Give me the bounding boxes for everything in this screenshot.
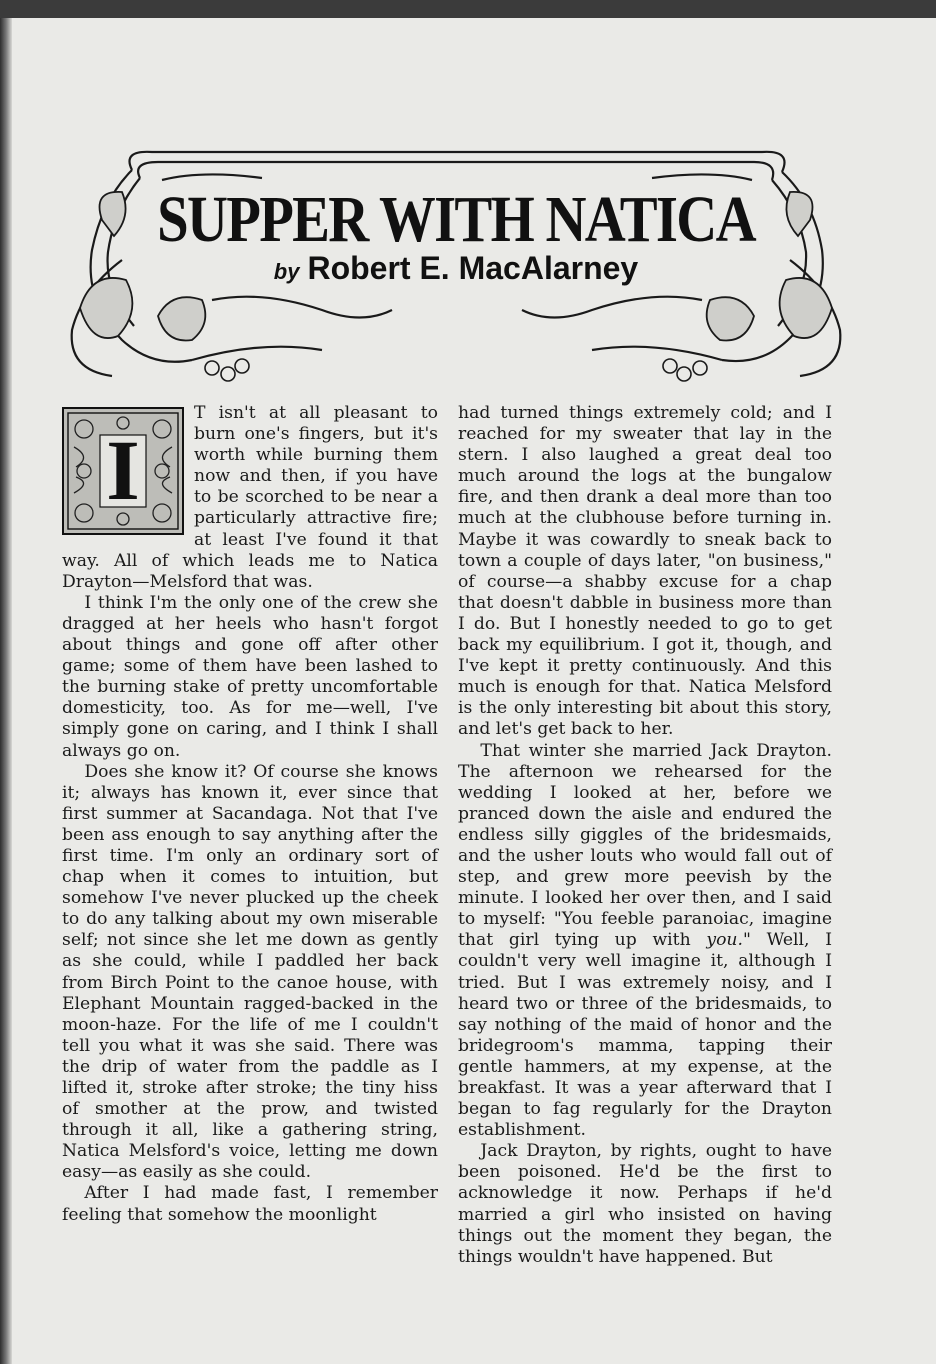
- byline: [62, 250, 850, 287]
- column-left: [62, 403, 438, 1226]
- emphasis-text: you.: [706, 930, 743, 951]
- author-name: Robert E. MacAlarney: [307, 250, 639, 286]
- paragraph-text: That winter she married Jack Drayton. The afternoon we rehearsed for the wedding I looked at her, before we pranced down the aisle and endured the endless silly giggles of the bridesmaids, and the usher louts who would fall out of step, and grew more peevish by the minute. I looked her over then, and I said to myself: "You feeble paranoiac, imagine that girl tying up with: [458, 740, 832, 951]
- drop-cap: [62, 407, 184, 535]
- paragraph-text: " Well, I couldn't very well imagine it, although I tried. But I was extremely noisy, and I heard two or three of the bridesmaids, to say nothing of the maid of honor and the bridegroom's mamma, tapping their gentle hammers, at my expense, at the breakfast. It was a year afterward that I began to fag regularly for the Drayton establishment.: [458, 930, 832, 1141]
- top-edge: [0, 0, 936, 18]
- paragraph: had turned things extremely cold; and I reached for my sweater that lay in the stern. I also laughed a great deal too much around the logs at the bungalow fire, and then drank a deal more than too much at the clubhouse before turning in. Maybe it was cowardly to sneak back to town a couple of days later, "on business," of course—a shabby excuse for a chap that doesn't dabble in business more than I do. But I honestly needed to go to get back my equilibrium. I got it, though, and I've kept it pretty continuously. And this much is enough for that. Natica Melsford is the only interesting bit about this story, and let's get back to her.: [458, 403, 832, 740]
- drop-cap-letter: I: [106, 422, 140, 518]
- column-right: [458, 403, 832, 1268]
- paragraph: I think I'm the only one of the crew she dragged at her heels who hasn't forgot about things and gone off after other game; some of them have been lashed to the burning stake of pretty uncomfortable domesticity, too. As for me—well, I've simply gone on caring, and I think I shall always go on.: [62, 592, 438, 761]
- paragraph: T isn't at all pleasant to burn one's fingers, but it's worth while burning them now and then, if you have to be scorched to be near a particularly attractive fire; at least I've found it that way. All of which leads me to Natica Drayton—Melsford that was.: [62, 403, 438, 592]
- title-ornament: [62, 140, 850, 390]
- byline-prefix: by: [273, 259, 300, 284]
- paragraph: Does she know it? Of course she knows it; always has known it, ever since that first summer at Sacandaga. Not that I've been ass enough to say anything after the first time. I'm only an ordinary sort of chap when it comes to intuition, but somehow I've never plucked up the cheek to do any talking about my own miserable self; not since she let me down as gently as she could, while I paddled her back from Birch Point to the canoe house, with Elephant Mountain ragged-backed in the moon-haze. For the life of me I couldn't tell you what it was she said. There was the drip of water from the paddle as I lifted it, stroke after stroke; the tiny hiss of smother at the prow, and twisted through it all, like a gathering string, Natica Melsford's voice, letting me down easy—as easily as she could.: [62, 761, 438, 1183]
- paragraph: After I had made fast, I remember feeling that somehow the moonlight: [62, 1183, 438, 1225]
- book-spine-shadow: [0, 18, 12, 1364]
- paragraph: Jack Drayton, by rights, ought to have been poisoned. He'd be the first to acknowledge it now. Perhaps if he'd married a girl who insisted on having things out the moment they began, the things wouldn't have happened. But: [458, 1141, 832, 1267]
- article-title: SUPPER WITH NATICA: [157, 183, 755, 256]
- paragraph: [458, 741, 832, 1142]
